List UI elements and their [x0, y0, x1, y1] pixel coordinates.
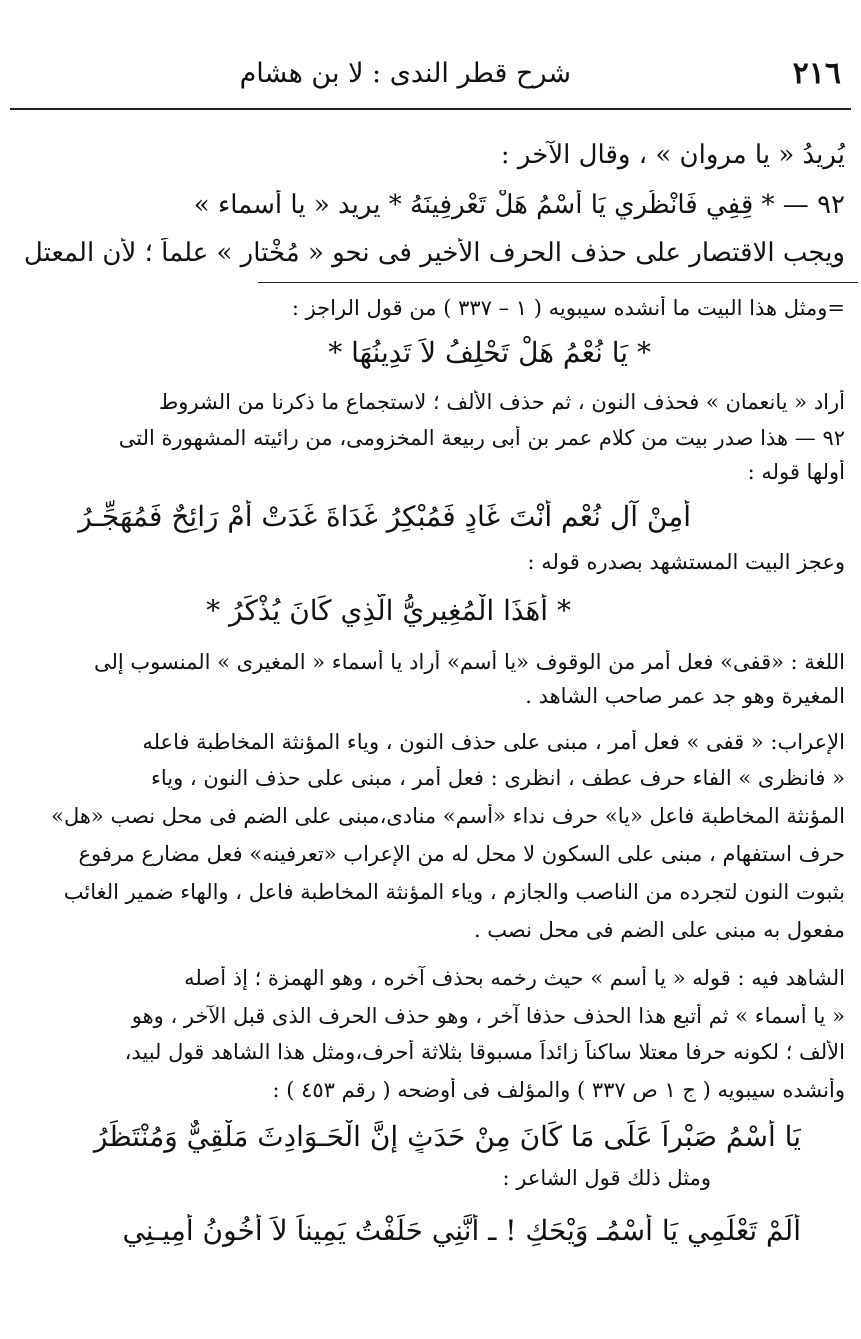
verse-line: يَا أَسْمُ صَبْراً عَلَى مَا كَانَ مِنْ حَدَثٍ إِنَّ الْحَـوَادِثَ مَلْقِيٌّ وَمُنْتَظَرُ [93, 1120, 801, 1153]
verse-line: أَمِنْ آلِ نُعْمٍ أَنْتَ غَادٍ فَمُبْكِرُ غَدَاةَ غَدَتْ أَمْ رَائِحٌ فَمُهَجِّـرُ [78, 500, 691, 533]
main-text-line: يُرِيدُ « يا مروان » ، وقال الآخر : [500, 140, 845, 170]
footnote-line: حرف استفهام ، مبنى على السكون لا محل له من الإعراب «تعرفينه» فعل مضارع مرفوع [78, 842, 845, 866]
footnote-line: « فانظرى » الفاء حرف عطف ، انظرى : فعل أمر ، مبنى على حذف النون ، وياء [150, 766, 845, 790]
footnote-line: أولها قوله : [747, 460, 845, 484]
footnote-line: المؤنثة المخاطبة فاعل «يا» حرف نداء «أسم» منادى،مبنى على الضم فى محل نصب «هل» [51, 804, 845, 828]
header-rule [10, 108, 851, 110]
footnote-line: الشاهد فيه : قوله « يا أسم » حيث رخمه بحذف آخره ، وهو الهمزة ؛ إذ أصله [184, 966, 845, 990]
verse-line: أَلَمْ تَعْلَمِي يَا أَسْمُـ وَيْحَكِ ! ـ أَنَّنِي حَلَفْتُ يَمِيناً لاَ أَخُونُ أَمِيـنِي [122, 1214, 801, 1247]
footnote-line: المغيرة وهو جد عمر صاحب الشاهد . [525, 684, 845, 708]
main-text-line: ٩٢ — * قِفِي فَانْظُرِي يَا أَسْمُ هَلْ تَعْرِفِينَهُ * يريد « يا أسماء » [193, 190, 845, 220]
running-title: شرح قطر الندى : لا بن هشام [239, 58, 571, 89]
page-header [20, 52, 841, 102]
page-number: ٢١٦ [792, 56, 841, 91]
footnote-line: اللغة : «قفى» فعل أمر من الوقوف «يا أسم» أراد يا أسماء « المغيرى » المنسوب إلى [94, 650, 845, 674]
verse-line: * يَا نُعْمُ هَلْ تَحْلِفُ لاَ تَدِينُهَا * [328, 336, 651, 369]
footnote-line: =ومثل هذا البيت ما أنشده سيبويه ( ١ – ٣٣٧ ) من قول الراجز : [291, 296, 845, 320]
footnote-line: وعجز البيت المستشهد بصدره قوله : [527, 550, 845, 574]
footnote-line: بثبوت النون لتجرده من الناصب والجازم ، وياء المؤنثة المخاطبة فاعل ، والهاء ضمير الغائب [63, 880, 845, 904]
footnote-divider [258, 282, 858, 283]
footnote-line: « يا أسماء » ثم أتبع هذا الحذف حذفا آخر ، وهو حذف الحرف الذى قبل الآخر ، وهو [131, 1004, 845, 1028]
footnote-line: أراد « يانعمان » فحذف النون ، ثم حذف الألف ؛ لاستجماع ما ذكرنا من الشروط [158, 390, 845, 414]
footnote-line: مفعول به مبنى على الضم فى محل نصب . [473, 918, 845, 942]
footnote-line: وأنشده سيبويه ( ج ١ ص ٣٣٧ ) والمؤلف فى أوضحه ( رقم ٤٥٣ ) : [272, 1078, 845, 1102]
footnote-line: الإعراب: « قفى » فعل أمر ، مبنى على حذف النون ، وياء المؤنثة المخاطبة فاعله [142, 730, 845, 754]
footnote-line: الألف ؛ لكونه حرفا معتلا ساكناً زائداً مسبوقا بثلاثة أحرف،ومثل هذا الشاهد قول لبيد، [124, 1040, 845, 1064]
footnote-line: ومثل ذلك قول الشاعر : [502, 1166, 711, 1190]
verse-line: * أَهَذَا الْمُغِيرِيُّ الَّذِي كَانَ يُذْكَرُ * [206, 594, 571, 627]
main-text-line: ويجب الاقتصار على حذف الحرف الأخير فى نحو « مُخْتار » علماً ؛ لأن المعتل [23, 238, 845, 268]
footnote-line: ٩٢ — هذا صدر بيت من كلام عمر بن أبى ربيعة المخزومى، من رائيته المشهورة التى [118, 426, 845, 450]
